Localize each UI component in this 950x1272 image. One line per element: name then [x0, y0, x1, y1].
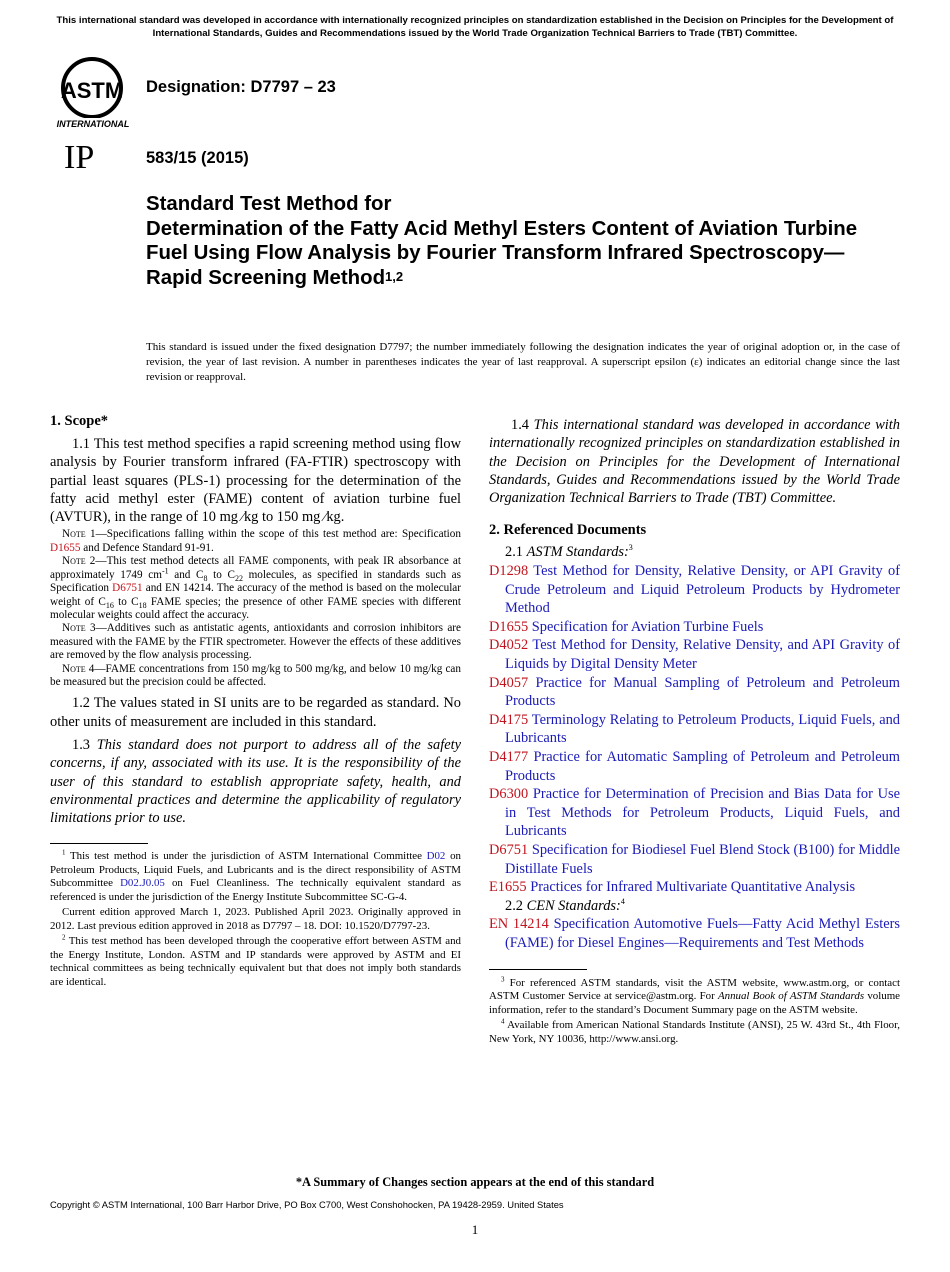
reference-title-link[interactable]: Specification Automotive Fuels—Fatty Acid Methyl Esters (FAME) for Diesel Engines—Requirements and Test Methods	[505, 916, 900, 951]
astm-logo-subtext: INTERNATIONAL	[56, 119, 130, 129]
link-d02[interactable]: D02	[426, 850, 446, 863]
reference-code-link[interactable]: EN 14214	[489, 916, 549, 933]
note-4: Note 4—FAME concentrations from 150 mg/kg to 500 mg/kg, and below 10 mg/kg can be measured but the precision could be affected.	[50, 662, 461, 688]
ip-logo	[62, 138, 102, 172]
reference-title-link[interactable]: Specification for Aviation Turbine Fuels	[531, 618, 764, 635]
astm-reference-list	[489, 562, 900, 897]
footnote-rule-right	[489, 969, 587, 970]
reference-code-link[interactable]: D4052	[489, 637, 529, 654]
reference-code-link[interactable]: D1655	[489, 618, 529, 635]
link-d02-j0-05[interactable]: D02.J0.05	[120, 877, 165, 890]
references-heading: 2. Referenced Documents	[489, 522, 647, 539]
tbt-banner: This international standard was developed in accordance with internationally recognized principles on standardization established in the Decision on Principles for the Development of International Standards, Guides and Recommendations issued by the World Trade Organization Technical Barriers to Trade (TBT) Committee.	[56, 15, 894, 39]
reference-code-link[interactable]: D6751	[489, 841, 529, 858]
reference-title-link[interactable]: Specification for Biodiesel Fuel Blend Stock (B100) for Middle Distillate Fuels	[505, 841, 900, 877]
footnote-4: $^4$ Available from American National Standards Institute (ANSI), 25 W. 43rd St., 4th Floor, New York, NY 10036, http://www.ansi.org.	[489, 1017, 900, 1045]
link-d6751[interactable]: D6751	[112, 582, 143, 595]
title-line-2: Determination of the Fatty Acid Methyl Esters Content of Aviation Turbine Fuel Using Flow Analysis by Fourier Transform Infrared Spectroscopy—Rapid Screening Method$^{1,2}$	[146, 217, 858, 289]
title-footnote-ref: 1,2	[385, 268, 404, 284]
footnote-1-edition: Current edition approved March 1, 2023. Published April 2023. Originally approved in 2012. Last previous edition approved in 2018 as D7797 – 18. DOI: 10.1520/D7797-23.	[50, 906, 461, 932]
reference-item	[489, 636, 900, 673]
reference-code-link[interactable]: D4177	[489, 749, 529, 766]
reference-item	[489, 711, 900, 748]
reference-title-link[interactable]: Practice for Determination of Precision and Bias Data for Use in Test Methods for Petroleum Products, Liquid Fuels, and Lubricants	[505, 786, 900, 840]
reference-title-link[interactable]: Test Method for Density, Relative Density, and API Gravity of Liquids by Digital Density Meter	[505, 637, 901, 673]
reference-item	[489, 618, 900, 637]
summary-of-changes-note: *A Summary of Changes section appears at the end of this standard	[295, 1175, 655, 1189]
para-1-4: 1.4 This international standard was developed in accordance with internationally recognized principles on standardization established in the Decision on Principles for the Development of International Standards, Guides and Recommendations issued by the World Trade Organization Technical Barriers to Trade (TBT) Committee.	[489, 417, 900, 507]
para-1-1: 1.1 This test method specifies a rapid screening method using flow analysis by Fourier transform infrared (FA-FTIR) spectroscopy with partial least squares (PLS-1) processing for the determination of the fatty acid methyl ester (FAME) content of aviation turbine fuel (AVTUR), in the range of 10 mg ⁄kg to 150 mg ⁄kg.	[50, 436, 461, 526]
note-1: Note 1—Specifications falling within the scope of this test method are: Specification D1655 and Defence Standard 91-91.	[50, 528, 461, 554]
left-column	[50, 412, 461, 989]
reference-code-link[interactable]: D6300	[489, 786, 529, 803]
para-1-2: 1.2 The values stated in SI units are to be regarded as standard. No other units of measurement are included in this standard.	[50, 695, 461, 730]
reference-item	[489, 562, 900, 618]
reference-item	[489, 785, 900, 841]
designation: Designation: D7797 – 23	[146, 78, 336, 96]
note-2: Note 2—This test method detects all FAME components, with peak IR absorbance at approximately 1749 $cm^{-1}$ and $C_8$ to $C_{22}$ molecules, as specified in standards such as Specification D6751 and EN 14214. The accuracy of the method is based on the molecular weight of $C_{16}$ to $C_{18}$ FAME species; the presence of other FAME species with different molecular weights could affect the accuracy.	[50, 555, 462, 621]
footnote-2: $^2$ This test method has been developed through the cooperative effort between ASTM and the Energy Institute, London. ASTM and IP standards were approved by ASTM and EI technical committees as being technically equivalent but that does not imply both standards are identical.	[50, 933, 461, 988]
reference-title-link[interactable]: Terminology Relating to Petroleum Products, Liquid Fuels, and Lubricants	[505, 711, 900, 747]
right-column	[489, 416, 900, 1046]
reference-title-link[interactable]: Practice for Automatic Sampling of Petroleum and Petroleum Products	[505, 749, 900, 784]
astm-standards-heading: 2.1 ASTM Standards:$^3$	[505, 543, 633, 561]
reference-item	[489, 915, 900, 952]
cen-reference-list	[489, 915, 900, 952]
page-number: 1	[471, 1222, 479, 1237]
scope-heading: 1. Scope*	[50, 413, 108, 429]
reference-code-link[interactable]: D4057	[489, 674, 529, 691]
reference-code-link[interactable]: E1655	[489, 879, 527, 896]
footnote-3: $^3$ For referenced ASTM standards, visit the ASTM website, www.astm.org, or contact ASTM Customer Service at service@astm.org. For Annual Book of ASTM Standards volume information, refer to the standard’s Document Summary page on the ASTM website.	[489, 974, 901, 1016]
reference-code-link[interactable]: D4175	[489, 711, 529, 728]
document-title	[146, 192, 866, 290]
reference-title-link[interactable]: Practices for Infrared Multivariate Quantitative Analysis	[530, 879, 856, 896]
ip-number: 583/15 (2015)	[146, 149, 249, 167]
astm-logo-text: ASTM	[60, 78, 124, 103]
ip-logo-text: IP	[64, 139, 95, 172]
cen-standards-heading: 2.2 CEN Standards:$^4$	[505, 896, 625, 914]
reference-item	[489, 748, 900, 785]
footnote-rule	[50, 843, 148, 844]
reference-title-link[interactable]: Practice for Manual Sampling of Petroleum and Petroleum Products	[505, 674, 900, 710]
issuance-statement: This standard is issued under the fixed designation D7797; the number immediately following the designation indicates the year of original adoption or, in the case of revision, the year of last revision. A number in parentheses indicates the year of last reapproval. A superscript epsilon (ε) indicates an editorial change since the last revision or reapproval.	[146, 341, 900, 383]
link-d1655[interactable]: D1655	[50, 541, 81, 554]
reference-item	[489, 841, 900, 878]
footnote-1: $^1$ This test method is under the jurisdiction of ASTM International Committee D02 on Petroleum Products, Liquid Fuels, and Lubricants and is the direct responsibility of ASTM Subcommittee D02.J0.05 on Fuel Cleanliness. The technically equivalent standard as referenced is under the jurisdiction of the Energy Institute Subcommittee SC-G-4.	[50, 848, 461, 903]
reference-item	[489, 674, 900, 711]
reference-code-link[interactable]: D1298	[489, 563, 529, 580]
para-1-3: 1.3 This standard does not purport to address all of the safety concerns, if any, associated with its use. It is the responsibility of the user of this standard to establish appropriate safety, health, and environmental practices and determine the applicability of regulatory limitations prior to use.	[50, 736, 461, 827]
note-3: Note 3—Additives such as antistatic agents, antioxidants and corrosion inhibitors are measured with the FAME by the FTIR spectrometer. However the effects of these additives are removed by the flow analysis processing.	[50, 622, 461, 662]
copyright-line: Copyright © ASTM International, 100 Barr Harbor Drive, PO Box C700, West Conshohocken, PA 19428-2959. United States	[50, 1199, 564, 1210]
astm-logo	[52, 56, 134, 130]
title-line-1: Standard Test Method for	[146, 193, 392, 215]
reference-title-link[interactable]: Test Method for Density, Relative Density, or API Gravity of Crude Petroleum and Liquid Petroleum Products by Hydrometer Method	[505, 563, 900, 617]
reference-item	[489, 878, 900, 897]
